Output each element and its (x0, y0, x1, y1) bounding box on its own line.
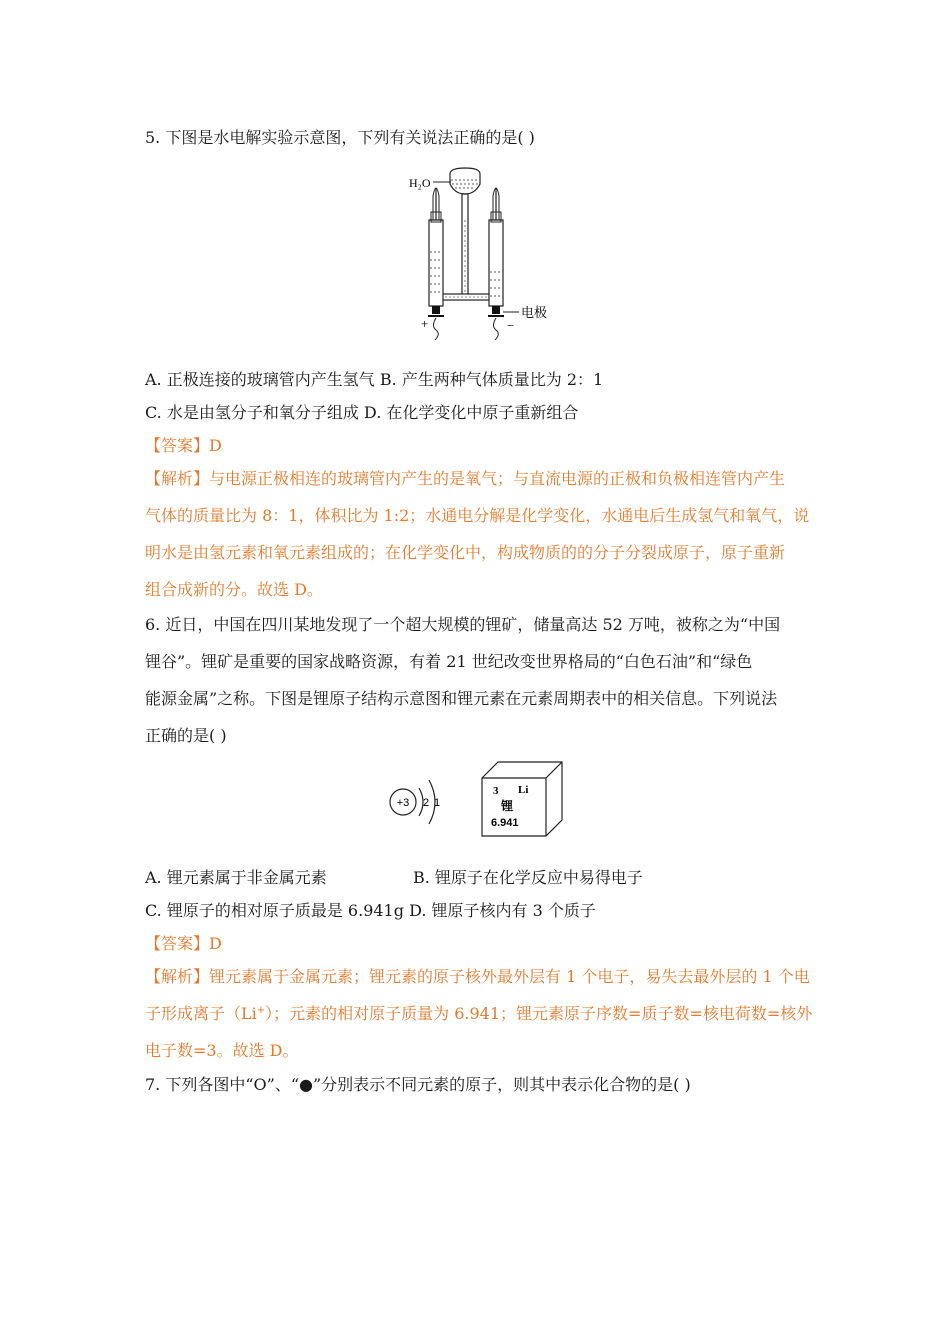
q6-stem-line: 能源金属”之称。下图是锂原子结构示意图和锂元素在元素周期表中的相关信息。下列说法 (145, 689, 778, 708)
q6-option-a: A. 锂元素属于非金属元素 (145, 868, 327, 887)
cell-symbol: Li (518, 784, 529, 796)
q5-analysis-line: 明水是由氢元素和氧元素组成的；在化学变化中，构成物质的的分子分裂成原子，原子重新 (145, 543, 786, 562)
q6-stem-line: 6. 近日，中国在四川某地发现了一个超大规模的锂矿，储量高达 52 万吨，被称之为“中国 (145, 615, 781, 634)
q6-analysis-line-3: 电子数=3。故选 D。 (145, 1041, 299, 1060)
atom-shell-2: 1 (433, 797, 441, 809)
electrode-label: 电极 (521, 306, 548, 321)
atom-nucleus: +3 (396, 797, 410, 809)
q5-analysis-line: 气体的质量比为 8：1，体积比为 1:2；水通电分解是化学变化，水通电后生成氢气和氧气，说 (145, 506, 810, 525)
minus-label: − (507, 318, 515, 333)
q5-analysis-line: 【解析】与电源正极相连的玻璃管内产生的是氧气；与直流电源的正极和负极相连管内产生 (145, 469, 786, 488)
q6-option-c-d: C. 锂原子的相对原子质最是 6.941g D. 锂原子核内有 3 个质子 (145, 901, 596, 920)
q6-stem-line: 锂谷”。锂矿是重要的国家战略资源，有着 21 世纪改变世界格局的“白色石油”和“绿色 (145, 652, 753, 671)
li-ion-charge: + (256, 1005, 266, 1016)
q6-analysis-line-2-pre: 子形成离子（Li (145, 1004, 257, 1023)
q5-answer: 【答案】D (145, 436, 222, 455)
plus-label: + (421, 316, 429, 331)
electrolysis-diagram (395, 160, 575, 340)
lithium-element-cell (478, 760, 568, 840)
q6-analysis-line-1: 【解析】锂元素属于金属元素；锂元素的原子核外最外层有 1 个电子，易失去最外层的 1 个电 (145, 967, 810, 986)
q5-option-a-b: A. 正极连接的玻璃管内产生氢气 B. 产生两种气体质量比为 2：1 (145, 370, 604, 389)
q5-option-c-d: C. 水是由氢分子和氧分子组成 D. 在化学变化中原子重新组合 (145, 403, 579, 422)
cell-name: 锂 (501, 799, 514, 813)
cell-atomic-number: 3 (493, 785, 499, 797)
q7-stem: 7. 下列各图中“O”、“●”分别表示不同元素的原子，则其中表示化合物的是( ) (145, 1075, 691, 1094)
h2o-label: H₂O (409, 176, 431, 190)
q6-stem-line: 正确的是( ) (145, 726, 227, 745)
q6-analysis-line-2-post: ）；元素的相对原子质量为 6.941；锂元素原子序数=质子数=核电荷数=核外 (265, 1004, 813, 1023)
lithium-atom-diagram (385, 770, 455, 834)
q6-analysis-line-2 (145, 1004, 812, 1024)
q5-stem: 5. 下图是水电解实验示意图，下列有关说法正确的是( ) (145, 128, 535, 147)
cell-mass: 6.941 (491, 817, 519, 829)
atom-shell-1: 2 (422, 797, 430, 809)
q6-option-b: B. 锂原子在化学反应中易得电子 (413, 868, 643, 887)
q6-answer: 【答案】D (145, 934, 222, 953)
q5-analysis-line: 组合成新的分。故选 D。 (145, 580, 323, 599)
